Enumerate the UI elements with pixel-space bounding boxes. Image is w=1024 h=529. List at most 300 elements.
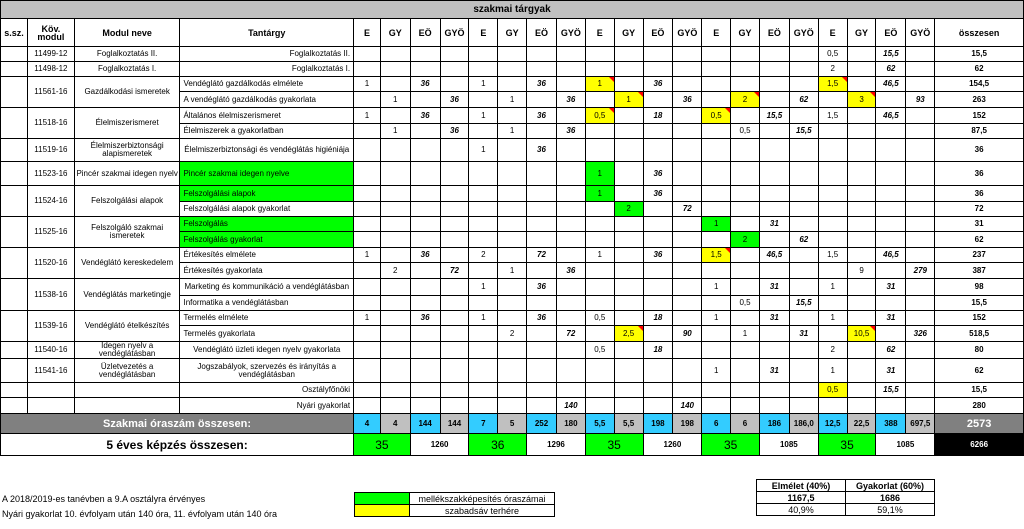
hours-cell — [906, 232, 935, 248]
header-e: E — [354, 19, 381, 47]
hours-cell: 0,5 — [585, 108, 614, 124]
table-row — [1, 162, 1024, 186]
hours-cell — [789, 108, 818, 124]
hours-cell: 2 — [731, 92, 760, 108]
hours-cell — [906, 162, 935, 186]
module-code: 11540-16 — [27, 342, 74, 359]
sum-cell: 22,5 — [847, 414, 876, 434]
hours-cell — [614, 383, 643, 398]
hours-cell: 36 — [440, 92, 469, 108]
hours-cell — [498, 77, 527, 92]
hours-cell: 31 — [759, 279, 789, 296]
hours-cell — [498, 342, 527, 359]
header-gy: GY — [847, 19, 876, 47]
sum-cell: 180 — [556, 414, 585, 434]
module-name: Gazdálkodási ismeretek — [74, 77, 180, 108]
hours-cell — [469, 326, 498, 342]
row-total: 280 — [935, 398, 1024, 414]
row-total: 62 — [935, 232, 1024, 248]
hours-cell — [354, 162, 381, 186]
hours-cell — [614, 248, 643, 263]
hours-cell — [440, 47, 469, 62]
table-row — [1, 311, 1024, 326]
hours-cell — [498, 62, 527, 77]
hours-cell — [876, 139, 906, 162]
hours-cell — [789, 279, 818, 296]
hours-cell: 1 — [354, 108, 381, 124]
module-code: 11520-16 — [27, 248, 74, 279]
hours-cell — [585, 326, 614, 342]
hours-cell — [380, 108, 410, 124]
subject-name: Értékesítés gyakorlata — [180, 263, 354, 279]
hours-cell — [759, 296, 789, 311]
hours-cell — [702, 202, 731, 217]
hours-cell — [410, 383, 440, 398]
hours-cell — [614, 263, 643, 279]
header-gyo: GYÖ — [673, 19, 702, 47]
table-row — [1, 186, 1024, 202]
hours-cell — [556, 279, 585, 296]
hours-cell — [469, 62, 498, 77]
subject-name: Informatika a vendéglátásban — [180, 296, 354, 311]
hours-cell — [527, 162, 557, 186]
row-total: 387 — [935, 263, 1024, 279]
hours-cell — [906, 383, 935, 398]
hours-cell: 326 — [906, 326, 935, 342]
hours-cell: 46,5 — [759, 248, 789, 263]
hours-cell — [702, 139, 731, 162]
hours-cell — [469, 296, 498, 311]
hours-cell — [440, 342, 469, 359]
header-gy: GY — [498, 19, 527, 47]
hours-cell — [847, 202, 876, 217]
hours-cell: 31 — [759, 311, 789, 326]
hours-cell: 1 — [818, 279, 847, 296]
hours-cell — [469, 92, 498, 108]
row-number — [1, 398, 28, 414]
table-row — [1, 383, 1024, 398]
subject-name: Felszolgálás gyakorlat — [180, 232, 354, 248]
hours-cell — [440, 398, 469, 414]
hours-cell — [410, 62, 440, 77]
row-total: 263 — [935, 92, 1024, 108]
hours-cell — [759, 398, 789, 414]
yearly-hours: 1085 — [876, 434, 935, 456]
hours-cell — [702, 47, 731, 62]
hours-cell — [585, 279, 614, 296]
hours-cell — [789, 398, 818, 414]
hours-cell — [759, 162, 789, 186]
hours-cell — [585, 124, 614, 139]
header-gyo: GYÖ — [440, 19, 469, 47]
hours-cell: 31 — [876, 359, 906, 383]
hours-cell — [440, 162, 469, 186]
hours-cell — [643, 263, 673, 279]
hours-cell — [498, 47, 527, 62]
hours-cell — [614, 342, 643, 359]
hours-cell — [527, 359, 557, 383]
hours-cell — [906, 398, 935, 414]
hours-cell — [410, 359, 440, 383]
header-subject: Tantárgy — [180, 19, 354, 47]
row-number — [1, 383, 28, 398]
row-total: 152 — [935, 311, 1024, 326]
subject-name: Foglalkoztatás I. — [180, 62, 354, 77]
hours-cell — [643, 383, 673, 398]
row-number — [1, 359, 28, 383]
hours-cell — [410, 342, 440, 359]
subject-name: Nyári gyakorlat — [180, 398, 354, 414]
hours-cell: 2 — [731, 232, 760, 248]
hours-cell: 36 — [643, 248, 673, 263]
hours-cell — [614, 108, 643, 124]
hours-cell — [731, 139, 760, 162]
hours-cell: 2 — [818, 342, 847, 359]
hours-cell — [556, 359, 585, 383]
hours-cell — [498, 398, 527, 414]
hours-cell — [906, 47, 935, 62]
sum-total: 2573 — [935, 414, 1024, 434]
hours-cell — [759, 139, 789, 162]
hours-cell — [789, 162, 818, 186]
hours-cell — [614, 186, 643, 202]
hours-cell — [410, 326, 440, 342]
hours-cell — [440, 279, 469, 296]
hours-cell — [759, 92, 789, 108]
hours-cell: 36 — [643, 186, 673, 202]
hours-cell — [702, 77, 731, 92]
hours-cell — [731, 342, 760, 359]
hours-cell — [469, 47, 498, 62]
row-number — [1, 217, 28, 248]
hours-cell — [673, 186, 702, 202]
practice-percent: 59,1% — [846, 504, 935, 516]
hours-cell — [906, 279, 935, 296]
hours-cell — [380, 326, 410, 342]
hours-cell — [410, 398, 440, 414]
hours-cell — [354, 47, 381, 62]
weekly-hours: 35 — [702, 434, 760, 456]
legend-yellow-swatch — [355, 505, 410, 517]
header-eo: EÖ — [527, 19, 557, 47]
hours-cell: 1 — [585, 162, 614, 186]
hours-cell: 36 — [556, 92, 585, 108]
hours-cell — [847, 47, 876, 62]
hours-cell — [410, 232, 440, 248]
hours-cell — [847, 217, 876, 232]
row-number — [1, 62, 28, 77]
hours-cell: 2 — [614, 202, 643, 217]
hours-cell — [906, 359, 935, 383]
hours-cell — [818, 162, 847, 186]
hours-cell — [847, 398, 876, 414]
row-total: 15,5 — [935, 296, 1024, 311]
legend-yellow-label: szabadsáv terhére — [410, 505, 555, 517]
header-ssz: s.sz. — [1, 19, 28, 47]
hours-cell — [847, 342, 876, 359]
module-code — [27, 398, 74, 414]
hours-cell: 140 — [556, 398, 585, 414]
hours-cell: 36 — [643, 162, 673, 186]
sum-cell: 388 — [876, 414, 906, 434]
hours-cell — [410, 296, 440, 311]
legend — [354, 492, 555, 517]
hours-cell — [818, 326, 847, 342]
hours-cell — [673, 279, 702, 296]
header-gyo: GYÖ — [556, 19, 585, 47]
hours-cell: 1 — [498, 124, 527, 139]
hours-cell — [354, 279, 381, 296]
header-row — [1, 19, 1024, 47]
hours-cell — [469, 162, 498, 186]
hours-cell — [673, 263, 702, 279]
hours-cell — [759, 47, 789, 62]
sum-cell: 6 — [731, 414, 760, 434]
hours-cell — [876, 296, 906, 311]
sum-cell: 186,0 — [789, 414, 818, 434]
hours-cell — [673, 62, 702, 77]
module-code — [27, 383, 74, 398]
hours-cell: 36 — [673, 92, 702, 108]
module-name: Foglalkoztatás I. — [74, 62, 180, 77]
subject-name: Vendéglátó üzleti idegen nyelv gyakorlata — [180, 342, 354, 359]
hours-cell — [847, 77, 876, 92]
hours-cell — [731, 77, 760, 92]
hours-cell — [876, 263, 906, 279]
hours-cell — [847, 139, 876, 162]
hours-cell: 15,5 — [789, 296, 818, 311]
hours-cell — [818, 124, 847, 139]
hours-cell — [380, 202, 410, 217]
module-code: 11523-16 — [27, 162, 74, 186]
hours-cell — [789, 311, 818, 326]
hours-cell — [847, 359, 876, 383]
hours-cell — [527, 383, 557, 398]
table-row — [1, 139, 1024, 162]
hours-cell — [380, 383, 410, 398]
hours-cell — [527, 398, 557, 414]
hours-cell — [759, 62, 789, 77]
module-name — [74, 398, 180, 414]
hours-cell — [759, 263, 789, 279]
hours-cell — [556, 162, 585, 186]
hours-cell — [498, 279, 527, 296]
hours-cell — [527, 62, 557, 77]
hours-cell — [731, 162, 760, 186]
hours-cell — [906, 217, 935, 232]
hours-cell — [380, 62, 410, 77]
hours-cell: 36 — [527, 311, 557, 326]
hours-cell — [410, 92, 440, 108]
hours-cell — [643, 62, 673, 77]
table-row — [1, 342, 1024, 359]
subject-name: Vendéglátó gazdálkodás elmélete — [180, 77, 354, 92]
hours-cell — [410, 139, 440, 162]
header-module: Modul neve — [74, 19, 180, 47]
hours-cell — [469, 342, 498, 359]
hours-cell — [876, 202, 906, 217]
hours-cell — [643, 92, 673, 108]
yearly-hours: 1260 — [643, 434, 702, 456]
sum-cell: 5 — [498, 414, 527, 434]
hours-cell — [498, 383, 527, 398]
hours-cell: 1 — [585, 248, 614, 263]
hours-cell — [354, 359, 381, 383]
hours-cell — [731, 202, 760, 217]
hours-cell — [673, 248, 702, 263]
hours-cell — [354, 186, 381, 202]
hours-cell — [789, 202, 818, 217]
row-total: 152 — [935, 108, 1024, 124]
hours-cell — [585, 202, 614, 217]
hours-cell: 1 — [498, 92, 527, 108]
hours-cell — [527, 202, 557, 217]
row-number — [1, 311, 28, 342]
legend-green-swatch — [355, 493, 410, 505]
hours-cell — [818, 186, 847, 202]
hours-cell: 36 — [440, 124, 469, 139]
hours-cell — [759, 326, 789, 342]
row-number — [1, 279, 28, 311]
hours-cell — [614, 47, 643, 62]
sum-cell: 12,5 — [818, 414, 847, 434]
hours-cell: 31 — [759, 359, 789, 383]
hours-cell — [354, 139, 381, 162]
hours-cell — [527, 92, 557, 108]
hours-cell: 1 — [614, 92, 643, 108]
hours-cell — [789, 248, 818, 263]
hours-cell — [585, 383, 614, 398]
module-name: Élelmiszerismeret — [74, 108, 180, 139]
hours-cell — [380, 342, 410, 359]
theory-percent: 40,9% — [757, 504, 846, 516]
hours-cell — [556, 186, 585, 202]
hours-cell: 1,5 — [818, 77, 847, 92]
hours-cell: 36 — [643, 77, 673, 92]
hours-cell: 31 — [876, 279, 906, 296]
hours-cell — [847, 383, 876, 398]
hours-cell — [354, 124, 381, 139]
hours-cell — [789, 217, 818, 232]
hours-cell: 1 — [702, 217, 731, 232]
hours-cell — [702, 186, 731, 202]
hours-cell — [410, 124, 440, 139]
yearly-hours: 1296 — [527, 434, 586, 456]
five-year-row — [1, 434, 1024, 456]
hours-cell — [354, 398, 381, 414]
hours-cell — [527, 296, 557, 311]
header-eo: EÖ — [759, 19, 789, 47]
header-total: összesen — [935, 19, 1024, 47]
hours-cell: 18 — [643, 108, 673, 124]
row-number — [1, 162, 28, 186]
hours-cell — [731, 186, 760, 202]
hours-cell — [498, 139, 527, 162]
hours-cell: 0,5 — [702, 108, 731, 124]
module-code: 11538-16 — [27, 279, 74, 311]
hours-cell — [673, 311, 702, 326]
hours-cell: 0,5 — [731, 124, 760, 139]
hours-cell — [731, 311, 760, 326]
hours-cell: 1,5 — [702, 248, 731, 263]
hours-cell — [702, 162, 731, 186]
hours-cell — [906, 139, 935, 162]
hours-cell: 15,5 — [789, 124, 818, 139]
legend-green-label: mellékszakképesítés óraszámai — [410, 493, 555, 505]
hours-cell — [440, 383, 469, 398]
five-year-label: 5 éves képzés összesen: — [1, 434, 354, 456]
sum-row — [1, 414, 1024, 434]
hours-cell — [847, 186, 876, 202]
sum-cell: 5,5 — [585, 414, 614, 434]
hours-cell — [585, 398, 614, 414]
hours-cell — [585, 296, 614, 311]
hours-cell: 0,5 — [585, 311, 614, 326]
hours-cell — [847, 279, 876, 296]
hours-cell — [440, 139, 469, 162]
hours-cell — [876, 398, 906, 414]
hours-cell — [410, 186, 440, 202]
subject-name: Jogszabályok, szervezés és irányítás a vendéglátásban — [180, 359, 354, 383]
hours-cell — [673, 342, 702, 359]
hours-cell: 2 — [380, 263, 410, 279]
hours-cell — [702, 383, 731, 398]
hours-cell — [354, 62, 381, 77]
header-gy: GY — [731, 19, 760, 47]
sum-label: Szakmai óraszám összesen: — [1, 414, 354, 434]
sum-cell: 186 — [759, 414, 789, 434]
hours-cell — [354, 202, 381, 217]
hours-cell — [673, 139, 702, 162]
header-e: E — [818, 19, 847, 47]
hours-cell — [789, 62, 818, 77]
hours-cell — [643, 279, 673, 296]
row-number — [1, 77, 28, 108]
header-e: E — [702, 19, 731, 47]
hours-cell — [847, 162, 876, 186]
hours-cell — [354, 92, 381, 108]
hours-cell — [556, 311, 585, 326]
table-row — [1, 398, 1024, 414]
hours-cell — [818, 296, 847, 311]
row-number — [1, 47, 28, 62]
grand-total: 6266 — [935, 434, 1024, 456]
hours-cell — [380, 359, 410, 383]
module-code: 11561-16 — [27, 77, 74, 108]
hours-cell — [614, 311, 643, 326]
yearly-hours: 1085 — [759, 434, 818, 456]
hours-cell: 62 — [789, 92, 818, 108]
hours-cell: 62 — [789, 232, 818, 248]
hours-cell — [556, 342, 585, 359]
hours-cell: 36 — [556, 263, 585, 279]
hours-cell: 31 — [789, 326, 818, 342]
table-row — [1, 217, 1024, 232]
table-row — [1, 77, 1024, 92]
hours-cell — [759, 342, 789, 359]
hours-cell — [556, 248, 585, 263]
hours-cell — [440, 62, 469, 77]
hours-cell: 1 — [354, 77, 381, 92]
hours-cell — [731, 217, 760, 232]
hours-cell — [440, 108, 469, 124]
hours-cell — [585, 47, 614, 62]
hours-cell — [906, 62, 935, 77]
subject-name: Termelés elmélete — [180, 311, 354, 326]
hours-cell — [527, 124, 557, 139]
hours-cell — [673, 124, 702, 139]
note-validity: A 2018/2019-es tanévben a 9.A osztályra érvényes — [2, 494, 206, 504]
